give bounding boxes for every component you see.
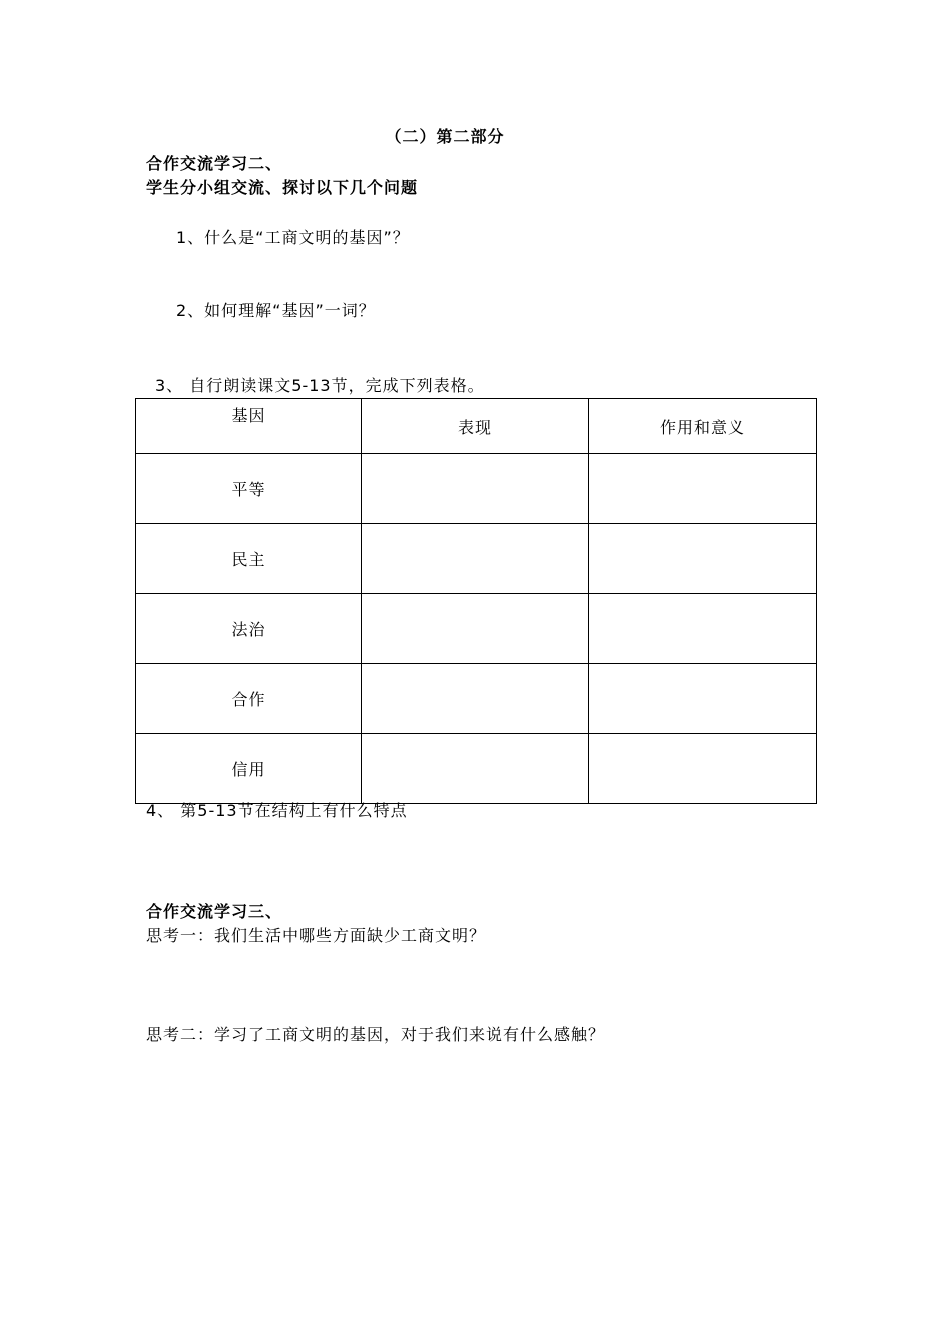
meaning-cell[interactable] bbox=[589, 524, 817, 594]
gene-cell: 民主 bbox=[136, 524, 362, 594]
question-4: 4、 第5-13节在结构上有什么特点 bbox=[146, 801, 408, 820]
meaning-cell[interactable] bbox=[589, 594, 817, 664]
table-row bbox=[136, 734, 817, 804]
table-row bbox=[136, 594, 817, 664]
question-1: 1、什么是“工商文明的基因”？ bbox=[176, 228, 410, 247]
question-2: 2、如何理解“基因”一词？ bbox=[176, 301, 376, 320]
think-2: 思考二：学习了工商文明的基因，对于我们来说有什么感触？ bbox=[146, 1025, 606, 1044]
header-gene: 基因 bbox=[136, 399, 362, 454]
header-meaning: 作用和意义 bbox=[589, 399, 817, 454]
question-3: 3、 自行朗读课文5-13节，完成下列表格。 bbox=[155, 376, 485, 395]
header-expression: 表现 bbox=[362, 399, 589, 454]
expression-cell[interactable] bbox=[362, 594, 589, 664]
meaning-cell[interactable] bbox=[589, 664, 817, 734]
table-header-row bbox=[136, 399, 817, 454]
gene-cell: 信用 bbox=[136, 734, 362, 804]
meaning-cell[interactable] bbox=[589, 454, 817, 524]
expression-cell[interactable] bbox=[362, 664, 589, 734]
gene-cell: 合作 bbox=[136, 664, 362, 734]
table-row bbox=[136, 664, 817, 734]
gene-cell: 平等 bbox=[136, 454, 362, 524]
expression-cell[interactable] bbox=[362, 734, 589, 804]
activity3-heading: 合作交流学习三、 bbox=[146, 902, 283, 921]
meaning-cell[interactable] bbox=[589, 734, 817, 804]
expression-cell[interactable] bbox=[362, 524, 589, 594]
expression-cell[interactable] bbox=[362, 454, 589, 524]
think-1: 思考一：我们生活中哪些方面缺少工商文明？ bbox=[146, 926, 487, 945]
table-row bbox=[136, 524, 817, 594]
gene-table bbox=[135, 398, 817, 804]
activity2-instruction: 学生分小组交流、探讨以下几个问题 bbox=[146, 178, 419, 197]
table-row bbox=[136, 454, 817, 524]
activity2-heading: 合作交流学习二、 bbox=[146, 154, 283, 173]
gene-cell: 法治 bbox=[136, 594, 362, 664]
section-title: （二）第二部分 bbox=[385, 127, 505, 146]
